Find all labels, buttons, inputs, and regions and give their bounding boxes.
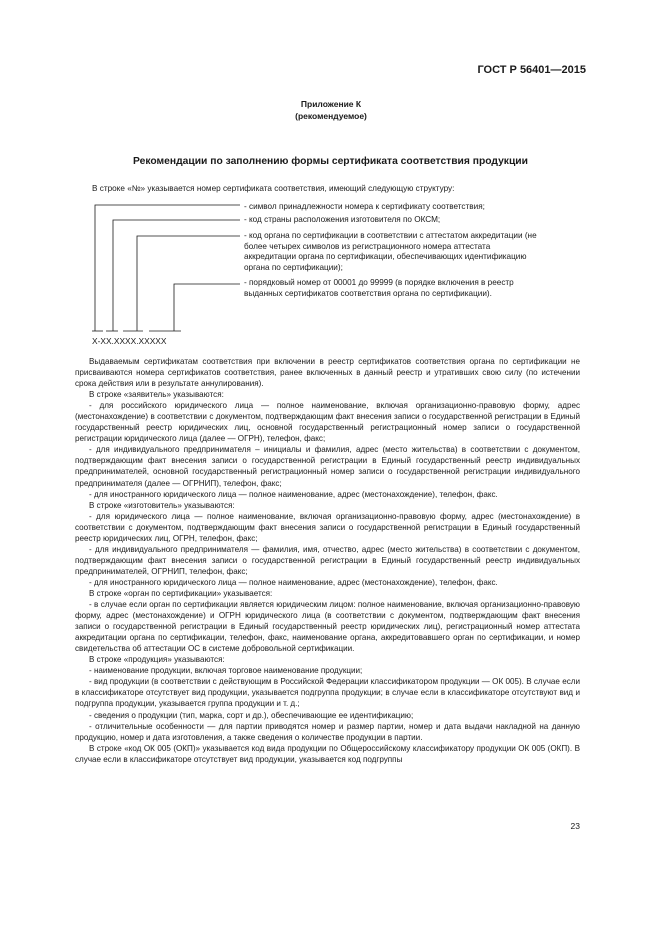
diagram-item-country: - код страны расположения изготовителя по ОКСМ; (244, 215, 441, 224)
paragraph: Выдаваемым сертификатам соответствия при включении в реестр сертификатов соответствия органа по сертификации не присваиваются номера сертификатов соответствия, ранее включенных в данный реестр и утративших свою силу (по истечении срока действия или в результате аннулирования). (75, 357, 580, 389)
paragraph: - вид продукции (в соответствии с действующим в Российской Федерации классификатором продукции — ОК 005). В случае если в классификаторе отсутствует вид продукции, указывается подгруппа продукции; в случае если в классификаторе отсутствуют вид и подгруппа продукции, указывается группа продукции и т. д.; (75, 677, 580, 709)
diagram-item-serial: - порядковый номер от 00001 до 99999 (в порядке включения в реестр выданных сертификатов соответствия органа по сертификации). (244, 278, 514, 298)
standard-code: ГОСТ Р 56401—2015 (477, 64, 586, 76)
body-text (75, 356, 580, 765)
paragraph: - для юридического лица — полное наименование, включая организационно-правовую форму, адрес (местонахождение) в соответствии с документом, подтверждающим факт внесения записи о государственной регистрации в Единый государственный реестр юридических лиц, ОГРН, телефон, факс; (75, 511, 580, 543)
leader-line-country (113, 220, 240, 331)
paragraph: В строке «изготовитель» указываются: (89, 500, 235, 510)
paragraph: - наименование продукции, включая торговое наименование продукции; (89, 666, 363, 676)
paragraph: - в случае если орган по сертификации является юридическим лицом: полное наименование, включая организационно-правовую форму, адрес (местонахождение) и ОГРН юридического лица (в соответствии с документом, подтверждающим факт внесения записи о государственной регистрации в Единый государственный реестр юридических лиц), регистрационный номер аттестата аккредитации органа по сертификации, телефон, факс, наименование органа, аккредитовавшего орган по сертификации, и номер свидетельства об аттестации ОС в системе добровольной сертификации. (75, 600, 580, 654)
paragraph: В строке «орган по сертификации» указывается: (89, 588, 273, 598)
paragraph: - сведения о продукции (тип, марка, сорт и др.), обеспечивающие ее идентификацию; (89, 710, 414, 720)
annex-status: (рекомендуемое) (295, 110, 367, 121)
paragraph: В строке «заявитель» указываются: (89, 390, 224, 400)
leader-line-organ (137, 236, 240, 331)
annex-label: Приложение К (300, 99, 362, 109)
leader-line-serial (174, 284, 240, 331)
number-format-pattern: X-XX.XXXX.XXXXX (92, 336, 167, 346)
paragraph: - для российского юридического лица — полное наименование, включая организационно-правовую форму, адрес (местонахождение) в соответствии с документом, подтверждающим факт внесения записи о государственной регистрации в Единый государственный реестр юридических лиц, основной государственный регистрационный номер записи о государственной регистрации юридического лица (далее — ОГРН), телефон, факс; (75, 401, 580, 444)
paragraph: - для иностранного юридического лица — полное наименование, адрес (местонахождение), телефон, факс. (89, 577, 498, 587)
paragraph: - отличительные особенности — для партии приводятся номер и размер партии, номер и дата выдачи накладной на данную продукцию, номер и дата изготовления, а также сведения о количестве продукции в партии. (75, 721, 580, 742)
diagram-item-symbol: - символ принадлежности номера к сертификату соответствия; (244, 202, 485, 211)
section-heading: Рекомендации по заполнению формы сертификата соответствия продукции (133, 156, 528, 167)
diagram-item-organ: - код органа по сертификации в соответствии с аттестатом аккредитации (не более четырех символов из регистрационного номера аттестата аккредитации органа по сертификации, обеспечивающих идентификацию органа по сертификации); (244, 231, 537, 272)
paragraph: В строке «продукция» указываются: (89, 655, 225, 665)
paragraph: - для индивидуального предпринимателя – инициалы и фамилия, адрес (место жительства) в соответствии с документом, подтверждающим факт внесения записи о государственной регистрации в Единый государственный реестр индивидуальных предпринимателей, основной государственный регистрационный номер записи о государственной регистрации индивидуального предпринимателя (далее — ОГРНИП), телефон, факс; (75, 445, 580, 488)
intro-line: В строке «№» указывается номер сертификата соответствия, имеющий следующую структуру: (92, 184, 455, 193)
leader-line-symbol (95, 205, 240, 331)
paragraph: - для индивидуального предпринимателя — фамилия, имя, отчество, адрес (место жительства) в соответствии с документом, подтверждающим факт внесения записи о государственной регистрации в Единый государственный реестр индивидуальных предпринимателей, ОГРНИП, телефон, факс; (75, 544, 580, 576)
page-number: 23 (570, 821, 580, 831)
paragraph: - для иностранного юридического лица — полное наименование, адрес (местонахождение), телефон, факс. (89, 489, 498, 499)
paragraph: В строке «код ОК 005 (ОКП)» указывается код вида продукции по Общероссийскому классификатору продукции ОК 005 (ОКП). В случае если в классификаторе отсутствует вид продукции, указывается код подгруппы (75, 743, 580, 764)
